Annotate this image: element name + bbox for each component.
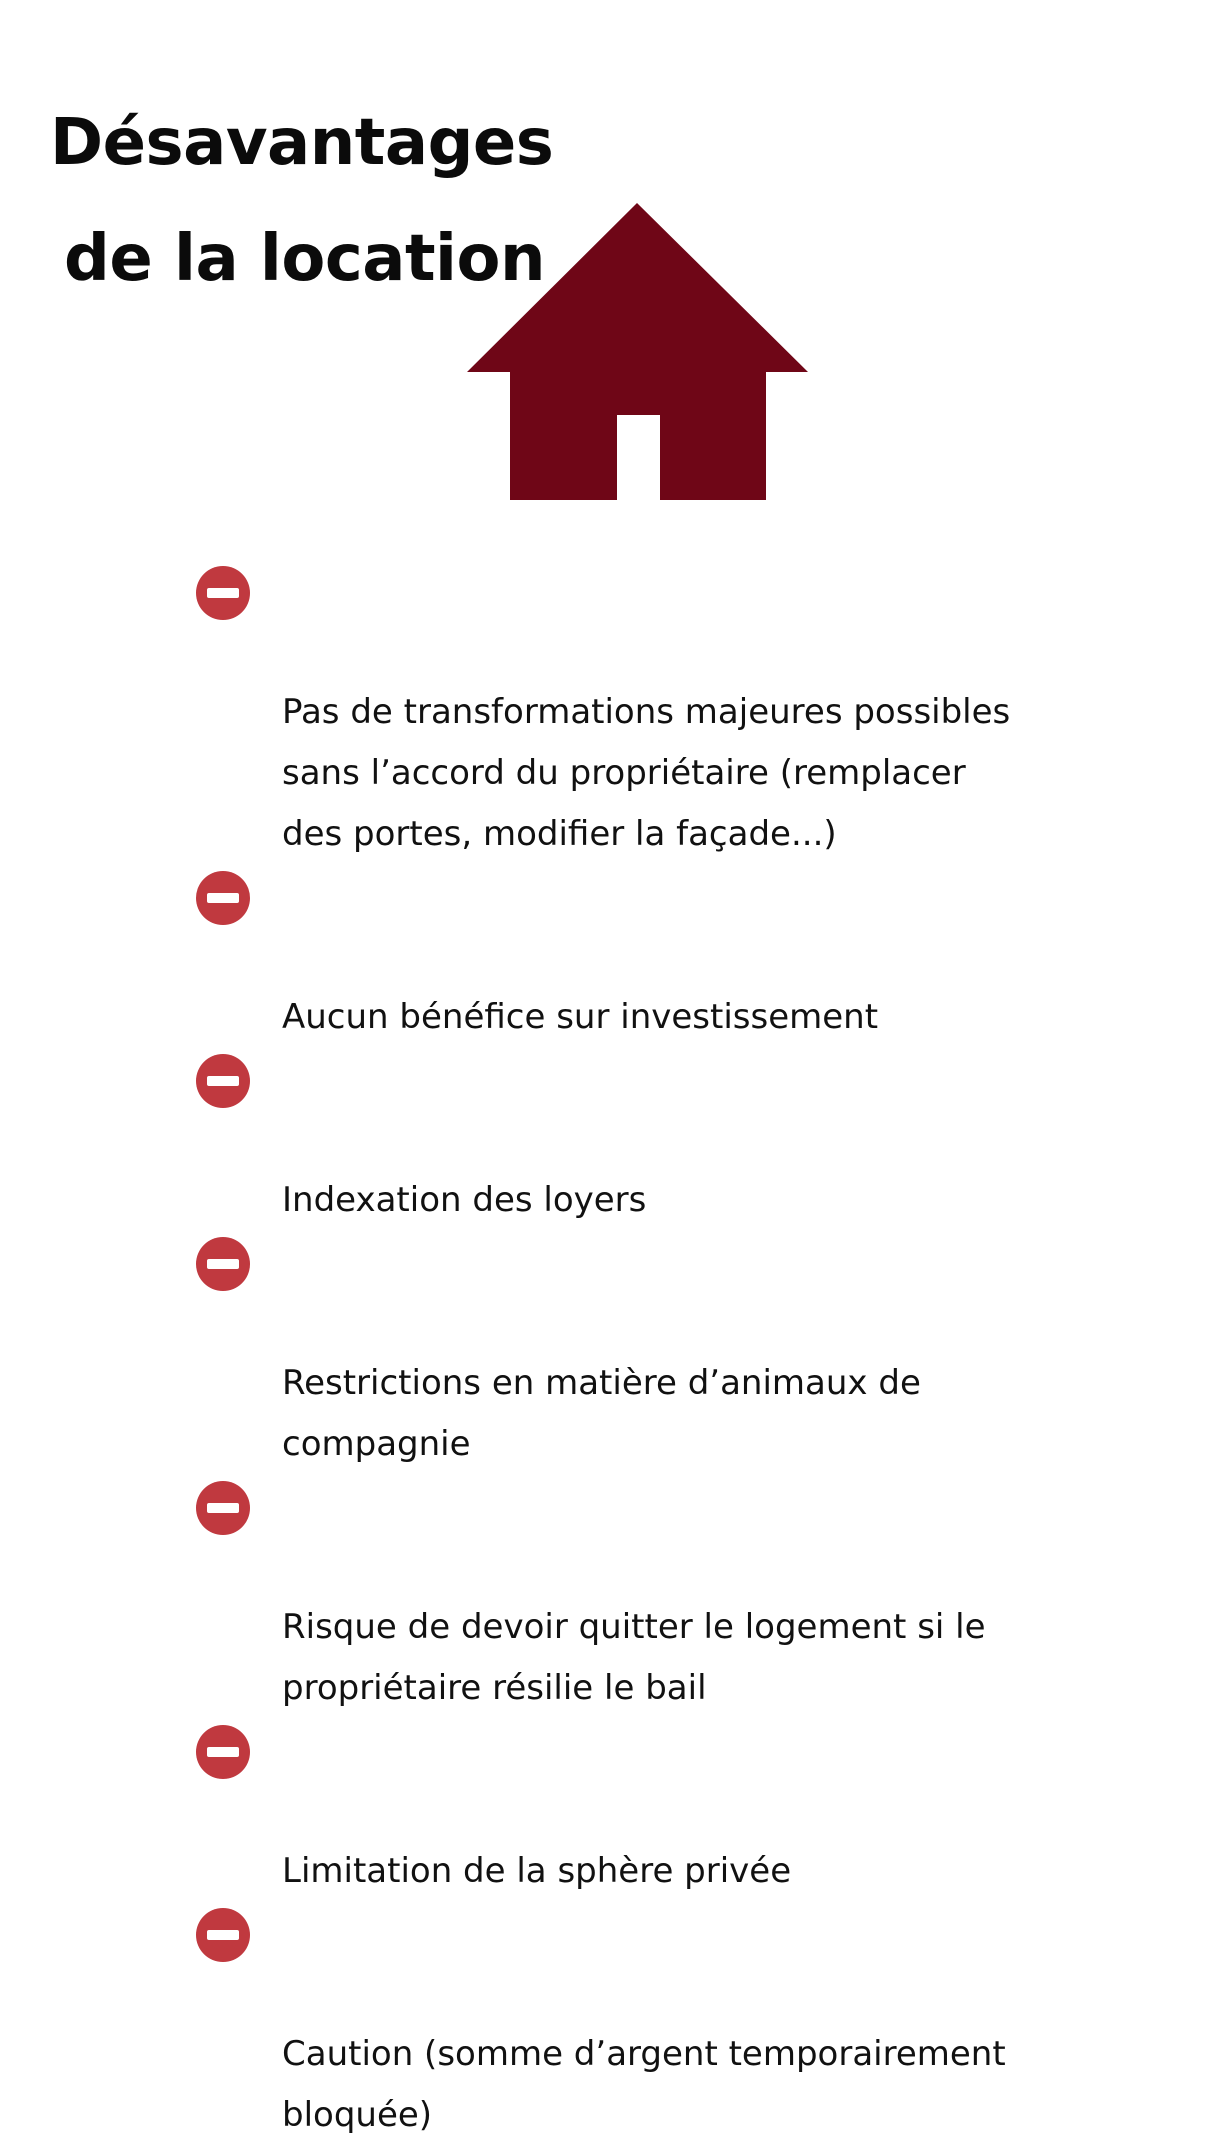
list-item [196, 1231, 1156, 1475]
list-item [196, 865, 1156, 1048]
minus-circle-icon [196, 871, 250, 925]
minus-circle-icon [196, 1054, 250, 1108]
minus-circle-icon [196, 1725, 250, 1779]
list-item-text: Indexation des loyers [282, 1180, 647, 1220]
list-item-text: Restrictions en matière d’animaux de compagnie [282, 1363, 921, 1464]
disadvantages-list [196, 560, 1156, 2146]
list-item-text: Caution (somme d’argent temporairement bloquée) [282, 2034, 1006, 2135]
list-item [196, 1475, 1156, 1719]
minus-circle-icon [196, 1481, 250, 1535]
minus-circle-icon [196, 566, 250, 620]
list-item-text: Aucun bénéfice sur investissement [282, 997, 879, 1037]
minus-circle-icon [196, 1908, 250, 1962]
house-icon [467, 203, 808, 500]
list-item [196, 1902, 1156, 2146]
list-item [196, 560, 1156, 865]
list-item [196, 1719, 1156, 1902]
list-item [196, 1048, 1156, 1231]
minus-circle-icon [196, 1237, 250, 1291]
list-item-text: Pas de transformations majeures possibles sans l’accord du propriétaire (remplacer des portes, modifier la façade...) [282, 692, 1011, 854]
page-title-line-1: Désavantages [50, 105, 554, 180]
page-title-line-2: de la location [64, 221, 545, 296]
list-item-text: Risque de devoir quitter le logement si le propriétaire résilie le bail [282, 1607, 986, 1708]
list-item-text: Limitation de la sphère privée [282, 1851, 792, 1891]
